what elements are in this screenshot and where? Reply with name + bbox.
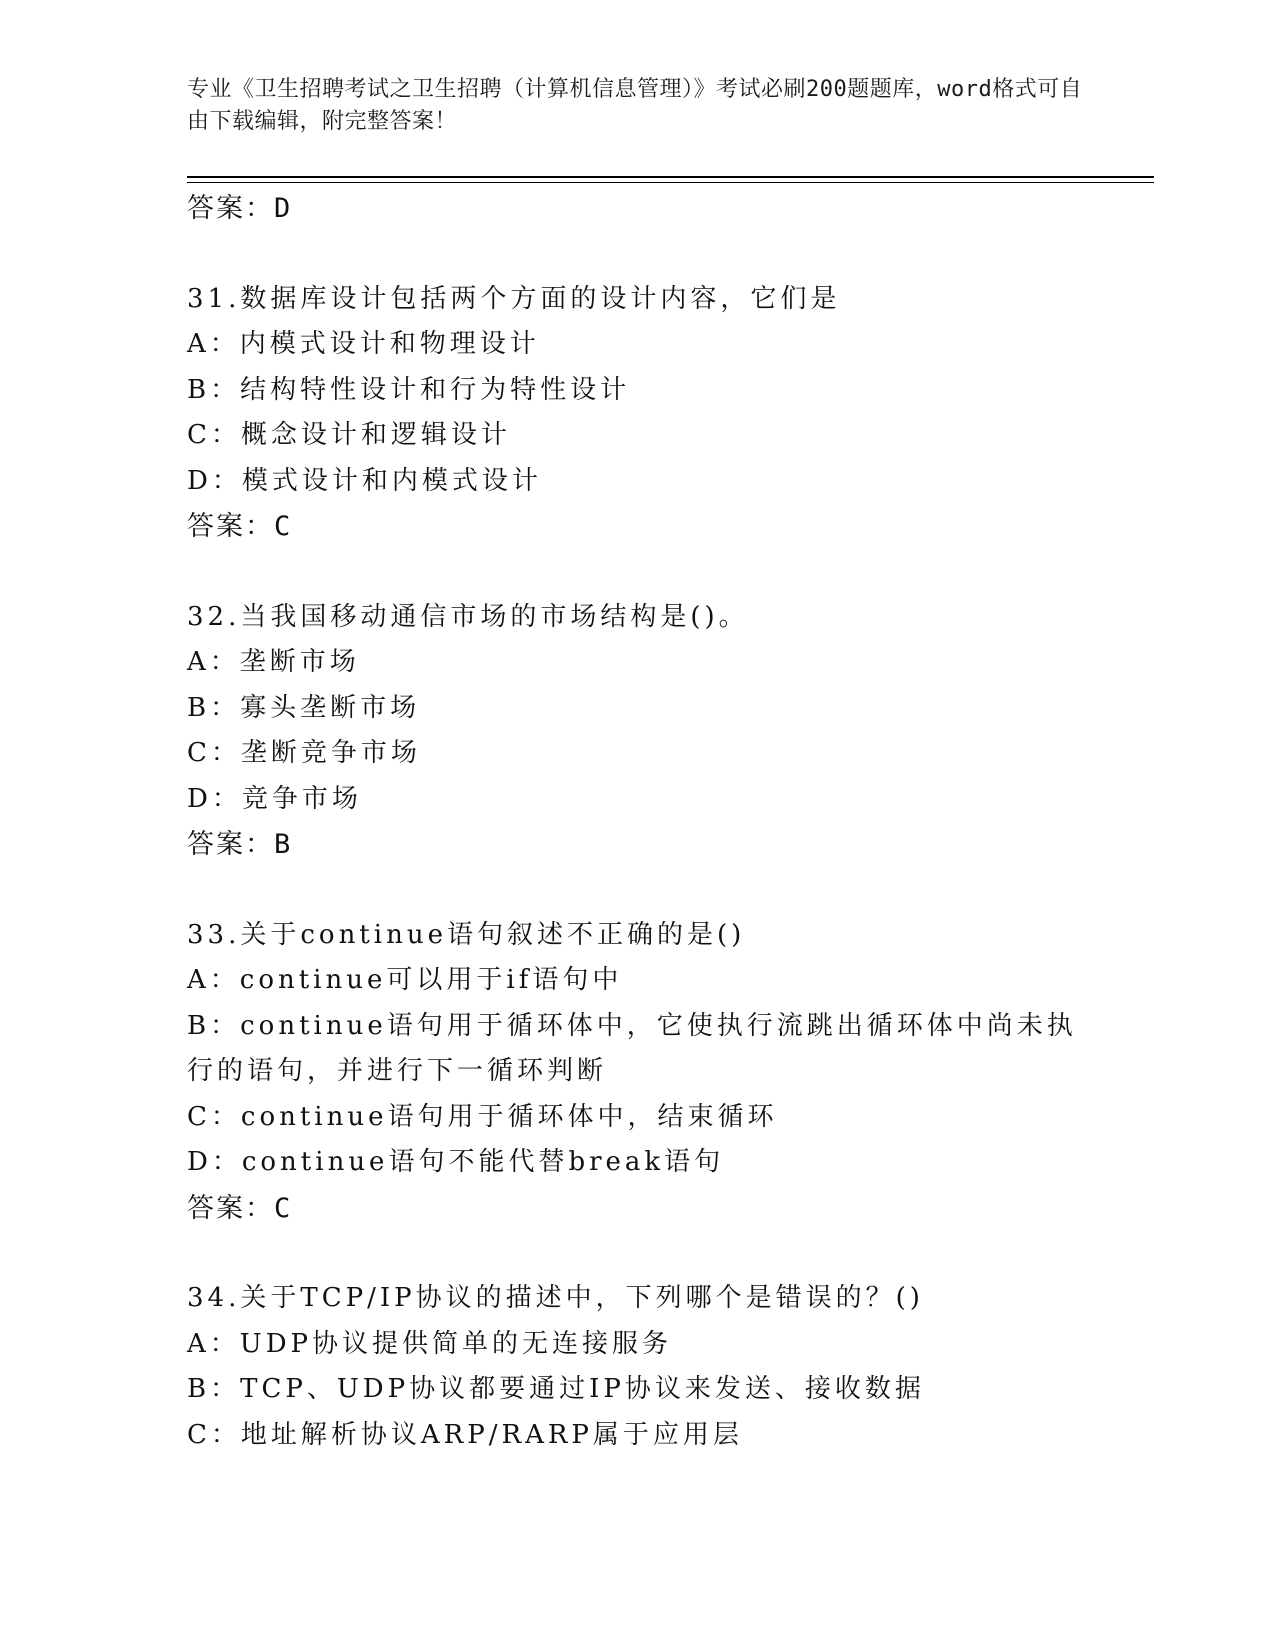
option-a: A：内模式设计和物理设计	[187, 329, 540, 359]
option-a: A：continue可以用于if语句中	[187, 965, 623, 995]
option-c: C：垄断竞争市场	[187, 738, 421, 768]
option-d: D：模式设计和内模式设计	[187, 465, 542, 496]
question-34	[187, 1276, 1087, 1458]
answer-line: 答案：B	[187, 829, 293, 860]
answer-line: 答案：D	[187, 193, 293, 224]
option-b: B：continue语句用于循环体中，它使执行流跳出循环体中尚未执行的语句，并进行下一循环判断	[187, 1010, 1077, 1086]
document-header: 专业《卫生招聘考试之卫生招聘（计算机信息管理）》考试必刷200题题库，word格式可自由下载编辑，附完整答案！	[187, 77, 1083, 134]
header-divider-thick	[187, 176, 1154, 178]
answer-line: 答案：C	[187, 1192, 293, 1224]
question-31	[187, 277, 1087, 550]
question-list	[187, 186, 1087, 1458]
question-stem: 34.关于TCP/IP协议的描述中，下列哪个是错误的？()	[187, 1283, 924, 1313]
option-c: C：continue语句用于循环体中，结束循环	[187, 1101, 778, 1132]
option-b: B：寡头垄断市场	[187, 692, 421, 723]
option-d: D：竞争市场	[187, 783, 362, 814]
option-c: C：概念设计和逻辑设计	[187, 420, 511, 450]
option-b: B：TCP、UDP协议都要通过IP协议来发送、接收数据	[187, 1374, 925, 1404]
option-c: C：地址解析协议ARP/RARP属于应用层	[187, 1419, 743, 1450]
header-divider-thin	[187, 182, 1154, 183]
question-33	[187, 913, 1087, 1232]
question-stem: 33.关于continue语句叙述不正确的是()	[187, 919, 746, 950]
option-a: A：UDP协议提供简单的无连接服务	[187, 1328, 673, 1359]
question-stem: 31.数据库设计包括两个方面的设计内容，它们是	[187, 283, 841, 314]
question-stem: 32.当我国移动通信市场的市场结构是()。	[187, 601, 749, 632]
answer-line: 答案：C	[187, 511, 293, 542]
option-d: D：continue语句不能代替break语句	[187, 1147, 725, 1177]
option-a: A：垄断市场	[187, 647, 360, 677]
option-b: B：结构特性设计和行为特性设计	[187, 374, 631, 405]
question-32	[187, 595, 1087, 868]
